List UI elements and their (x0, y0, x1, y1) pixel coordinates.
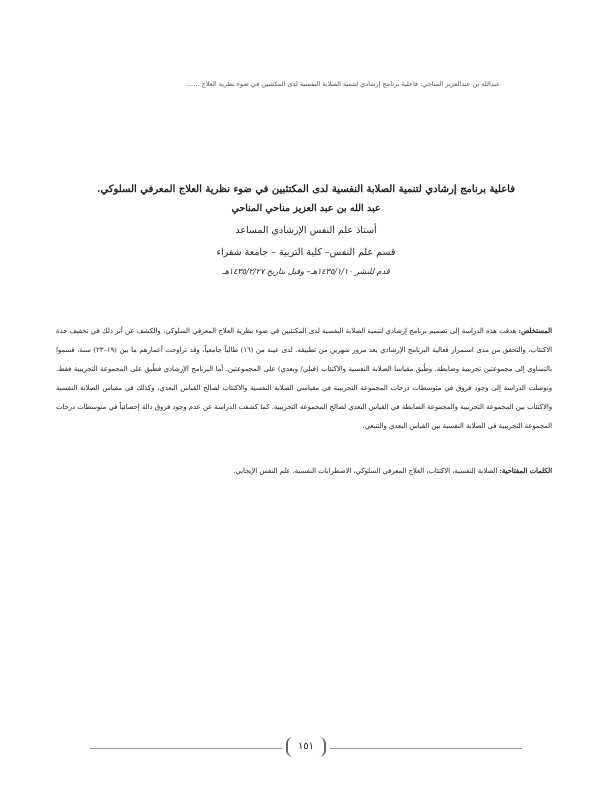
abstract-label: المستخلص: (518, 327, 552, 335)
footer-rule-right (330, 748, 522, 749)
author-affiliation: أستاذ علم النفس الإرشادي المساعد (235, 225, 377, 236)
abstract-text: هدفت هذه الدراسة إلى تصميم برنامج إرشادي لتنمية الصلابة النفسية لدى المكتئبين في ضوء نظرية العلاج المعرفي السلوكي، والكشف عن أثر ذلك في تخفيف حدة الاكتئاب، والتحقق من مدى استمرار فعالية البرنامج الإرشادي بعد مرور شهرين من تطبيقه. لدى عينة من (١٦) طالباً جامعياً، وقد تراوحت أعمارهم ما بين (١٩–٢٣) سنة، قسموا بالتساوي إلى مجموعتين تجريبية وضابطة. وطُبق مقياسا الصلابة النفسية والاكتئاب (قبلي/ وبعدي) على المجموعتين. أما البرنامج الإرشادي فطُبق على المجموعة التجريبية فقط. وتوصلت الدراسة إلى وجود فروق في متوسطات درجات المجموعة التجريبية في مقياسي الصلابة النفسية والاكتئاب لصالح القياس البعدي، وكذلك في مقياس الصلابة النفسية والاكتئاب بين المجموعة التجريبية والمجموعة الضابطة في القياس البعدي لصالح المجموعة التجريبية. كما كشفت الدراسة عن عدم وجود فروق دالة إحصائياً في متوسطات درجات المجموعة التجريبية في الصلابة النفسية بين القياس البعدي والتتبعي. (56, 327, 552, 430)
paper-title: فاعلية برنامج إرشادي لتنمية الصلابة النفسية لدى المكتئبين في ضوء نظرية العلاج المعرفي السلوكي. (96, 184, 516, 195)
footer-rule-left (90, 748, 282, 749)
page-number: ١٥١ (286, 737, 326, 757)
keywords-text: الصلابة النفسية، الاكتئاب، العلاج المعرفي السلوكي، الاضطرابات النفسية، علم النفس الإيجابي. (233, 467, 498, 475)
keywords (56, 464, 552, 478)
title-block (90, 182, 522, 278)
author-department: قسم علم النفس– كلية التربية – جامعة شقراء (216, 247, 396, 258)
abstract (56, 322, 552, 436)
author-name: عبد الله بن عبد العزيز مناحي المناحي (231, 203, 381, 214)
keywords-label: الكلمات المفتاحية: (499, 467, 552, 475)
submission-dates: قدم للنشر ١٤٣٥/١/١٠هـ– وقبل بتاريخ ١٤٣٥/٢/٢٧هـ (222, 267, 390, 276)
running-header: عبدالله بن عبدالعزيز المناحي: فاعلية برنامج إرشادي لتنمية الصلابة النفسية لدى المكتئبين في ضوء نظرية العلاج …… (186, 80, 500, 88)
